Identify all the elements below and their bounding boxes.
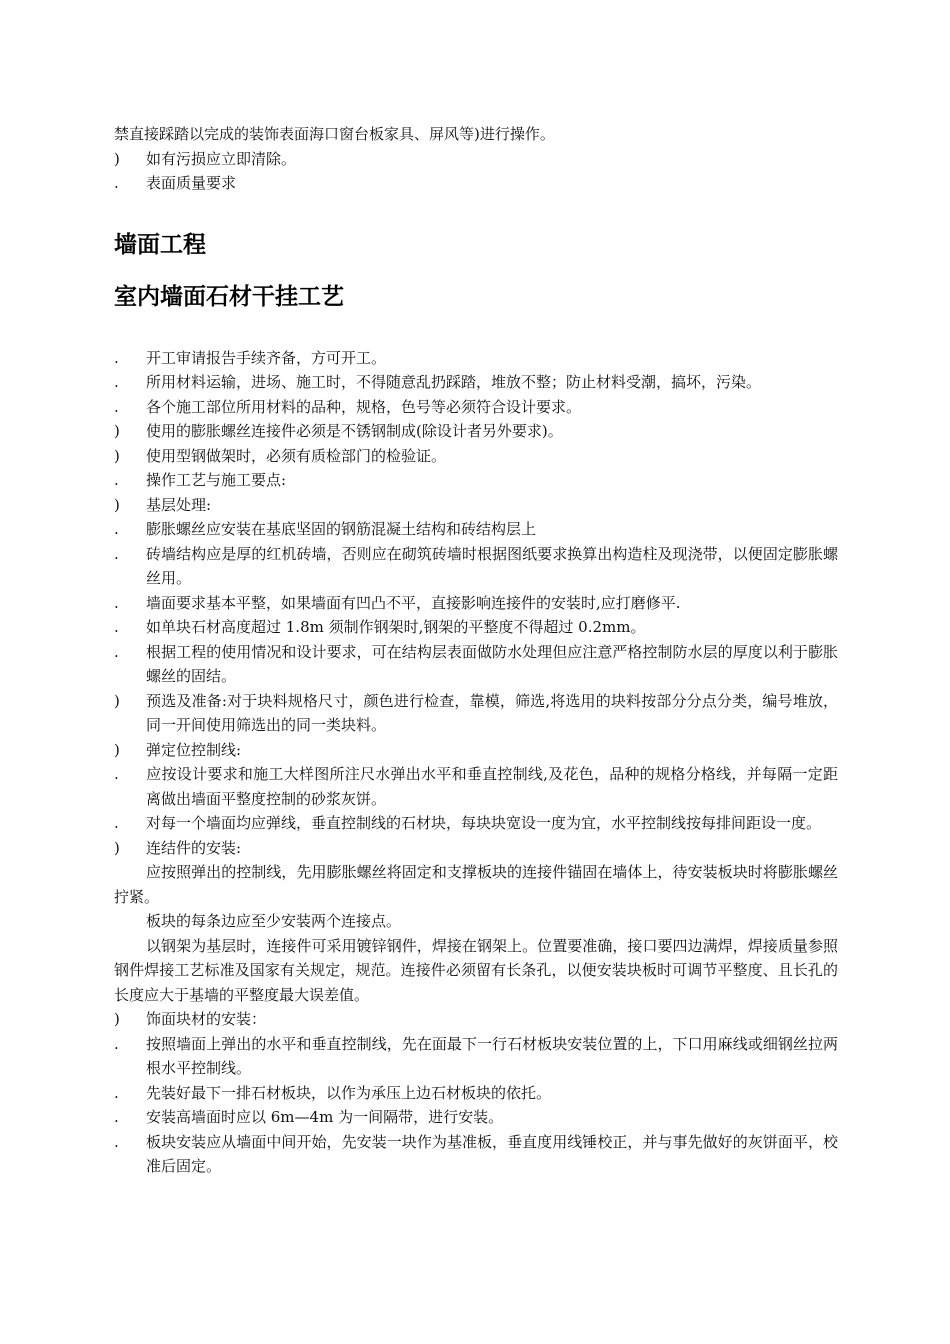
- paragraph-text: 先装好最下一排石材板块，以作为承压上边石材板块的依托。: [146, 1083, 552, 1102]
- list-marker: ): [114, 838, 120, 857]
- paragraph-line: [114, 640, 838, 689]
- list-marker: ): [114, 149, 120, 168]
- paragraph-text: 应按设计要求和施工大样图所注尺水弹出水平和垂直控制线,及花色，品种的规格分格线，并每隔一定距离做出墙面平整度控制的砂浆灰饼。: [146, 765, 838, 808]
- paragraph-line: [114, 860, 838, 909]
- list-marker: ): [114, 446, 120, 465]
- paragraph-line: [114, 147, 838, 172]
- list-marker: .: [114, 174, 119, 192]
- list-marker: ): [114, 495, 120, 514]
- list-marker: .: [114, 373, 119, 391]
- list-marker: .: [114, 397, 119, 416]
- paragraph-line: [114, 909, 838, 934]
- list-marker: .: [114, 593, 119, 612]
- paragraph-text: 基层处理:: [146, 495, 212, 514]
- paragraph-line: [114, 444, 838, 469]
- paragraph-line: [114, 738, 838, 763]
- paragraph-text: 砖墙结构应是厚的红机砖墙，否则应在砌筑砖墙时根据图纸要求换算出构造柱及现浇带，以便固定膨胀螺丝用。: [146, 544, 838, 587]
- paragraph-text: 预选及准备:对于块料规格尺寸，颜色进行检查，靠模，筛选,将选用的块料按部分分点分类，编号堆放，同一开间使用筛选出的同一类块料。: [146, 691, 838, 734]
- list-marker: .: [114, 544, 119, 563]
- paragraph-line: [114, 171, 838, 196]
- paragraph-text: 如单块石材高度超过 1.8m 须制作钢架时,钢架的平整度不得超过 0.2mm。: [146, 618, 646, 636]
- list-marker: .: [114, 765, 119, 783]
- paragraph-line: [114, 762, 838, 811]
- paragraph-line: [114, 346, 838, 371]
- paragraph-text: 根据工程的使用情况和设计要求，可在结构层表面做防水处理但应注意严格控制防水层的厚度以利于膨胀螺丝的固结。: [146, 642, 838, 685]
- spacer: [114, 312, 838, 346]
- paragraph-line: [114, 811, 838, 836]
- paragraph-line: [114, 591, 838, 616]
- body-paragraphs: [114, 346, 838, 1179]
- paragraph-line: [114, 615, 838, 640]
- paragraph-line: [114, 1130, 838, 1179]
- paragraph-text: 所用材料运输，进场、施工时，不得随意乱扔踩踏，堆放不整；防止材料受潮，搞坏，污染。: [146, 373, 762, 391]
- paragraph-text: 使用型钢做架时，必须有质检部门的检验证。: [146, 446, 447, 465]
- paragraph-line: [114, 1081, 838, 1106]
- paragraph-line: [114, 419, 838, 444]
- paragraph-line: [114, 836, 838, 861]
- paragraph-text: 禁直接踩踏以完成的装饰表面海口窗台板家具、屏风等)进行操作。: [114, 125, 555, 143]
- paragraph-line: [114, 493, 838, 518]
- document-content: [114, 122, 838, 1179]
- list-marker: .: [114, 520, 119, 538]
- list-marker: .: [114, 618, 119, 636]
- paragraph-text: 安装高墙面时应以 6m—4m 为一间隔带，进行安装。: [146, 1108, 504, 1126]
- paragraph-text: 开工审请报告手续齐备，方可开工。: [146, 348, 387, 367]
- list-marker: ): [114, 1010, 120, 1028]
- paragraph-line: [114, 395, 838, 420]
- paragraph-text: 各个施工部位所用材料的品种，规格，色号等必须符合设计要求。: [146, 397, 582, 416]
- paragraph-line: [114, 689, 838, 738]
- paragraph-text: 板块的每条边应至少安装两个连接点。: [146, 912, 402, 930]
- paragraph-line: [114, 468, 838, 493]
- paragraph-text: 板块安装应从墙面中间开始，先安装一块作为基准板，垂直度用线锤校正，并与事先做好的灰饼面平，校准后固定。: [146, 1132, 838, 1175]
- subsection-heading: 室内墙面石材干挂工艺: [114, 283, 344, 310]
- paragraph-line: [114, 934, 838, 1008]
- list-marker: .: [114, 348, 119, 367]
- list-marker: .: [114, 814, 119, 832]
- paragraph-line: [114, 370, 838, 395]
- list-marker: .: [114, 642, 119, 661]
- paragraph-line: [114, 517, 838, 542]
- paragraph-line: [114, 1032, 838, 1081]
- paragraph-text: 表面质量要求: [146, 174, 237, 192]
- paragraph-text: 以钢架为基层时，连接件可采用镀锌钢件，焊接在钢架上。位置要准确，接口要四边满焊，焊接质量参照钢件焊接工艺标准及国家有关规定，规范。连接件必须留有长条孔，以便安装块板时可调节平整度、且长孔的长度应大于基墙的平整度最大误差值。: [114, 936, 838, 1004]
- top-paragraphs: [114, 122, 838, 196]
- paragraph-line: [114, 542, 838, 591]
- paragraph-text: 饰面块材的安装：: [146, 1010, 267, 1028]
- list-marker: ): [114, 740, 120, 759]
- paragraph-line: [114, 122, 838, 147]
- paragraph-text: 墙面要求基本平整，如果墙面有凹凸不平，直接影响连接件的安装时,应打磨修平.: [146, 593, 681, 612]
- list-marker: .: [114, 1132, 119, 1151]
- paragraph-text: 应按照弹出的控制线，先用膨胀螺丝将固定和支撑板块的连接件锚固在墙体上，待安装板块时将膨胀螺丝拧紧。: [114, 863, 838, 906]
- paragraph-text: 对每一个墙面均应弹线，垂直控制线的石材块，每块块宽设一度为宜，水平控制线按每排间距设一度。: [146, 814, 822, 832]
- list-marker: .: [114, 1108, 119, 1126]
- paragraph-text: 膨胀螺丝应安装在基底坚固的钢筋混凝土结构和砖结构层上: [146, 520, 537, 538]
- section-heading: 墙面工程: [114, 231, 206, 258]
- paragraph-text: 按照墙面上弹出的水平和垂直控制线，先在面最下一行石材板块安装位置的上，下口用麻线或细钢丝拉两根水平控制线。: [146, 1034, 838, 1077]
- paragraph-line: [114, 1105, 838, 1130]
- paragraph-text: 弹定位控制线:: [146, 740, 242, 759]
- paragraph-text: 如有污损应立即清除。: [146, 149, 297, 168]
- list-marker: .: [114, 1083, 119, 1102]
- list-marker: ): [114, 422, 120, 440]
- list-marker: .: [114, 471, 119, 489]
- paragraph-text: 操作工艺与施工要点:: [146, 471, 287, 489]
- list-marker: .: [114, 1034, 119, 1053]
- paragraph-text: 连结件的安装:: [146, 838, 242, 857]
- paragraph-line: [114, 1007, 838, 1032]
- paragraph-text: 使用的膨胀螺丝连接件必须是不锈钢制成(除设计者另外要求)。: [146, 422, 563, 440]
- list-marker: ): [114, 691, 120, 710]
